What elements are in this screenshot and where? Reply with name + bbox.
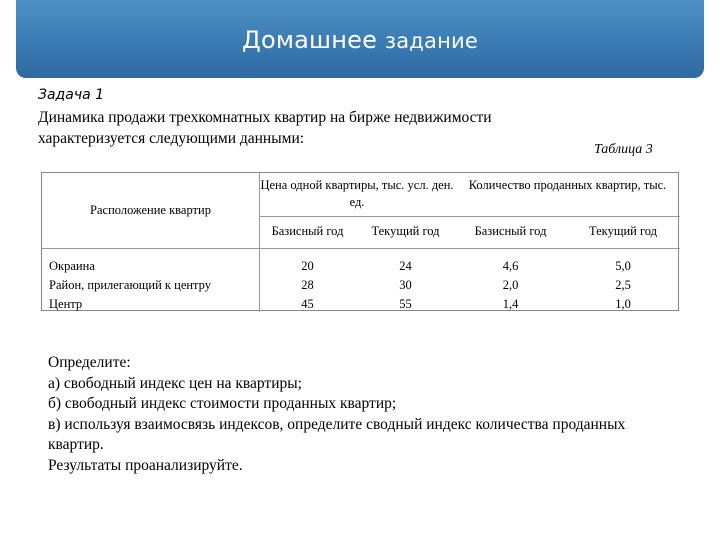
title-word-1: Домашнее [242,26,378,54]
questions-lead: Определите: [48,354,131,371]
table-cell: 1,4 [502,297,519,311]
table-cell: 2,0 [502,278,519,292]
questions-closing: Результаты проанализируйте. [48,456,243,474]
page-title [16,26,704,54]
question-item: в) используя взаимосвязь индексов, определите сводный индекс количества проданных квартир. [48,415,626,453]
qty-current-column [566,257,680,314]
header-quantity: Количество проданных квартир, тыс. [468,178,667,192]
table-cell: 55 [399,297,412,311]
row-name: Окраина [49,259,95,273]
price-current-column [356,257,455,314]
header-price: Цена одной квартиры, тыс. усл. ден. ед. [260,178,454,209]
table-cell: 45 [301,297,314,311]
table-cell: 2,5 [615,278,631,292]
task-intro: Динамика продажи трехкомнатных квартир на бирже недвижимости характеризуется следующими данными: [38,109,492,147]
title-word-2: задание [384,29,478,53]
questions-block [48,353,668,476]
table-cell: 24 [399,259,412,273]
question-item: а) свободный индекс цен на квартиры; [48,374,302,392]
task-heading: Задача 1 [38,87,105,103]
table-cell: 20 [301,259,314,273]
row-name: Центр [49,297,83,311]
price-base-column [259,257,356,314]
table-cell: 5,0 [615,259,631,273]
subheader-qty-current: Текущий год [588,224,658,238]
row-names-column [49,257,259,314]
subheader-qty-base: Базисный год [474,224,547,238]
header-location: Расположение квартир [90,203,211,217]
table-caption: Таблица 3 [594,142,653,157]
data-table [41,172,679,311]
table-cell: 28 [301,278,314,292]
table-cell: 1,0 [615,297,631,311]
row-name: Район, прилегающий к центру [49,278,212,292]
table-cell: 30 [399,278,412,292]
question-item: б) свободный индекс стоимости проданных квартир; [48,395,397,412]
qty-base-column [455,257,566,314]
table-divider [42,248,680,249]
title-banner [16,0,704,78]
subheader-price-current: Текущий год [371,224,440,238]
table-cell: 4,6 [502,259,519,273]
subheader-price-base: Базисный год [271,224,344,238]
